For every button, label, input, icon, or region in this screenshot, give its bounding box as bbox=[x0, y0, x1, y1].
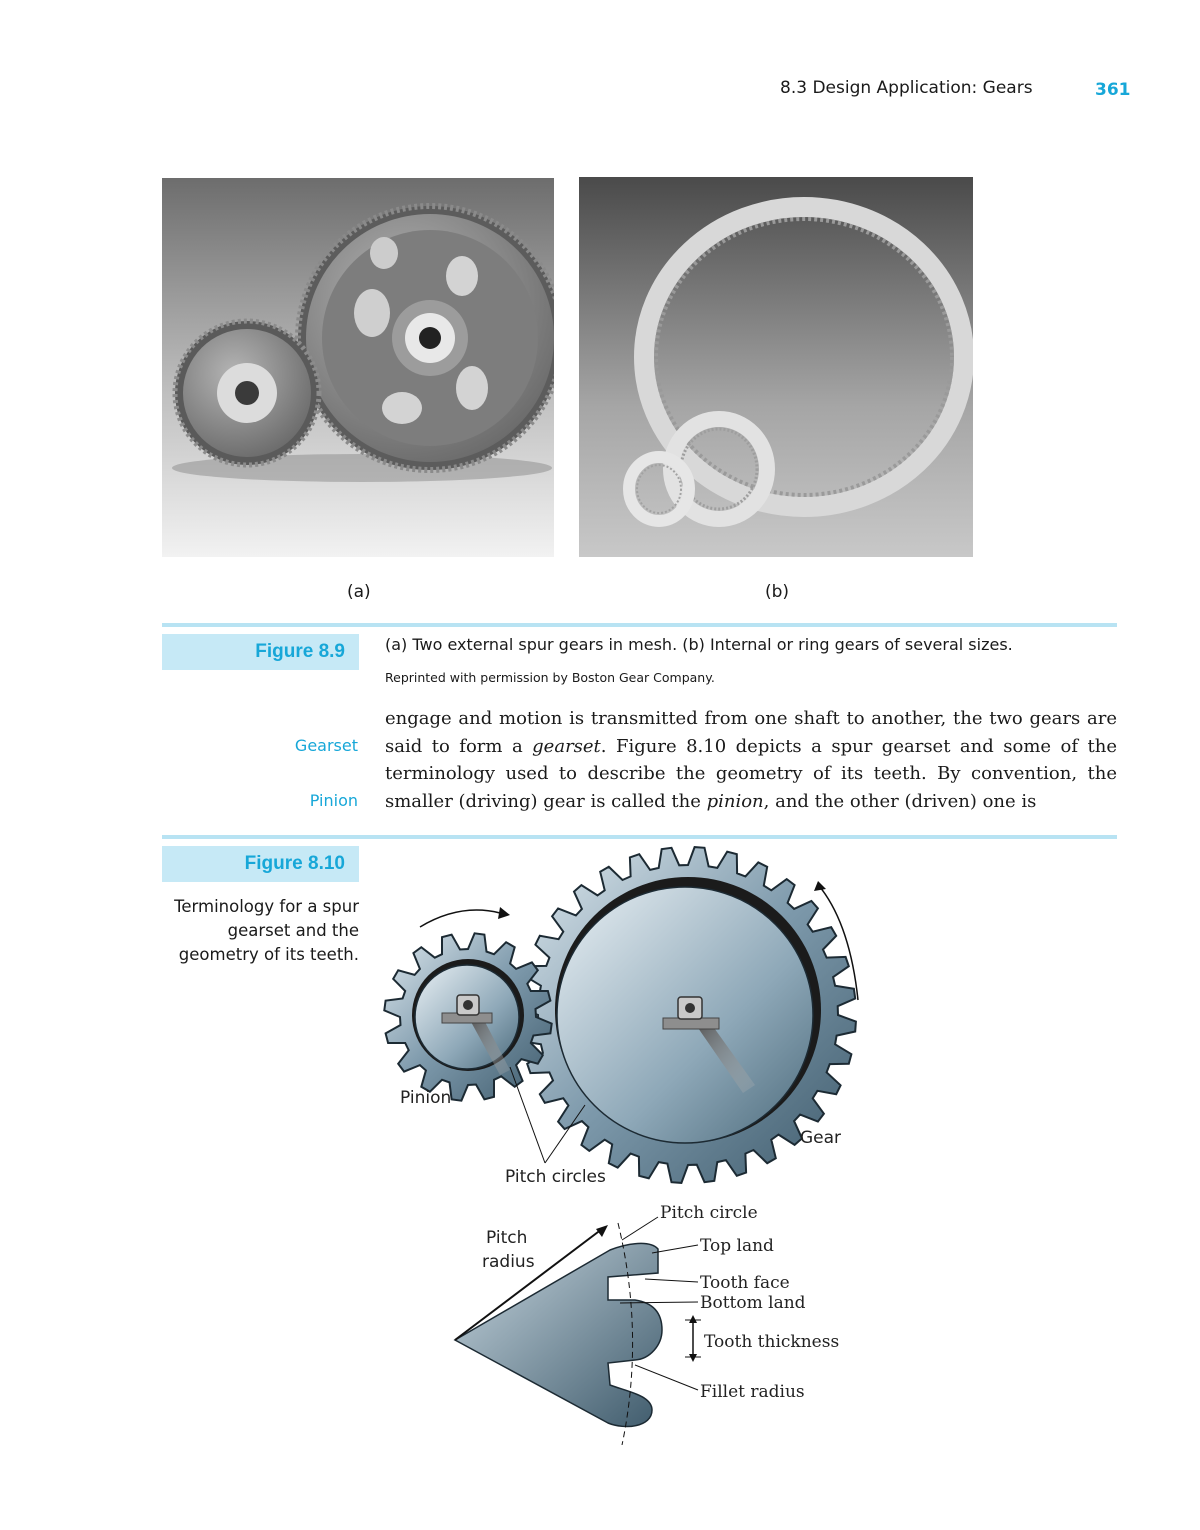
photo-spur-gears bbox=[162, 178, 554, 557]
label-pitch-circles: Pitch circles bbox=[505, 1167, 606, 1187]
body-text-part1: engage and motion is transmitted from one shaft to another, the two gears are said to form a bbox=[385, 708, 1117, 757]
figure-8-9-credit: Reprinted with permission by Boston Gear Company. bbox=[385, 670, 715, 685]
figure-8-10-caption: Terminology for a spur gearset and the geometry of its teeth. bbox=[174, 897, 359, 964]
divider-rule bbox=[162, 623, 1117, 627]
label-pinion: Pinion bbox=[400, 1088, 452, 1108]
subfigure-label-a: (a) bbox=[347, 582, 371, 602]
running-head: 8.3 Design Application: Gears bbox=[780, 78, 1033, 98]
gearset-diagram bbox=[360, 845, 920, 1445]
figure-8-9-label: Figure 8.9 bbox=[162, 634, 359, 670]
term-gearset: gearset bbox=[532, 735, 601, 757]
label-radius: radius bbox=[482, 1252, 535, 1272]
label-top-land: Top land bbox=[700, 1236, 774, 1256]
figure-8-9-caption: (a) Two external spur gears in mesh. (b) Internal or ring gears of several sizes. bbox=[385, 635, 1013, 654]
label-tooth-face: Tooth face bbox=[700, 1273, 790, 1293]
pinion-rotation-arrow bbox=[420, 907, 510, 927]
label-tooth-thickness: Tooth thickness bbox=[704, 1332, 840, 1352]
figure-8-10-label: Figure 8.10 bbox=[162, 846, 359, 882]
body-text-part2: . Figure 8.10 depicts a spur gearset and some of the terminology used to describe the geometry of its teeth. By convention, the smaller (driving) gear is called the bbox=[385, 735, 1117, 812]
label-gear: Gear bbox=[800, 1128, 842, 1148]
divider-rule bbox=[162, 835, 1117, 839]
label-bottom-land: Bottom land bbox=[700, 1293, 806, 1313]
label-fillet-radius: Fillet radius bbox=[700, 1382, 805, 1402]
label-pitch-circle: Pitch circle bbox=[660, 1203, 758, 1223]
margin-term-gearset: Gearset bbox=[294, 736, 358, 755]
page-number: 361 bbox=[1095, 80, 1131, 100]
term-pinion: pinion bbox=[706, 790, 764, 812]
margin-term-pinion: Pinion bbox=[309, 791, 358, 810]
photo-ring-gears bbox=[579, 177, 973, 557]
subfigure-label-b: (b) bbox=[765, 582, 790, 602]
label-pitch: Pitch bbox=[486, 1228, 528, 1248]
body-text-part3: , and the other (driven) one is bbox=[763, 790, 1037, 812]
body-paragraph bbox=[385, 705, 1117, 815]
